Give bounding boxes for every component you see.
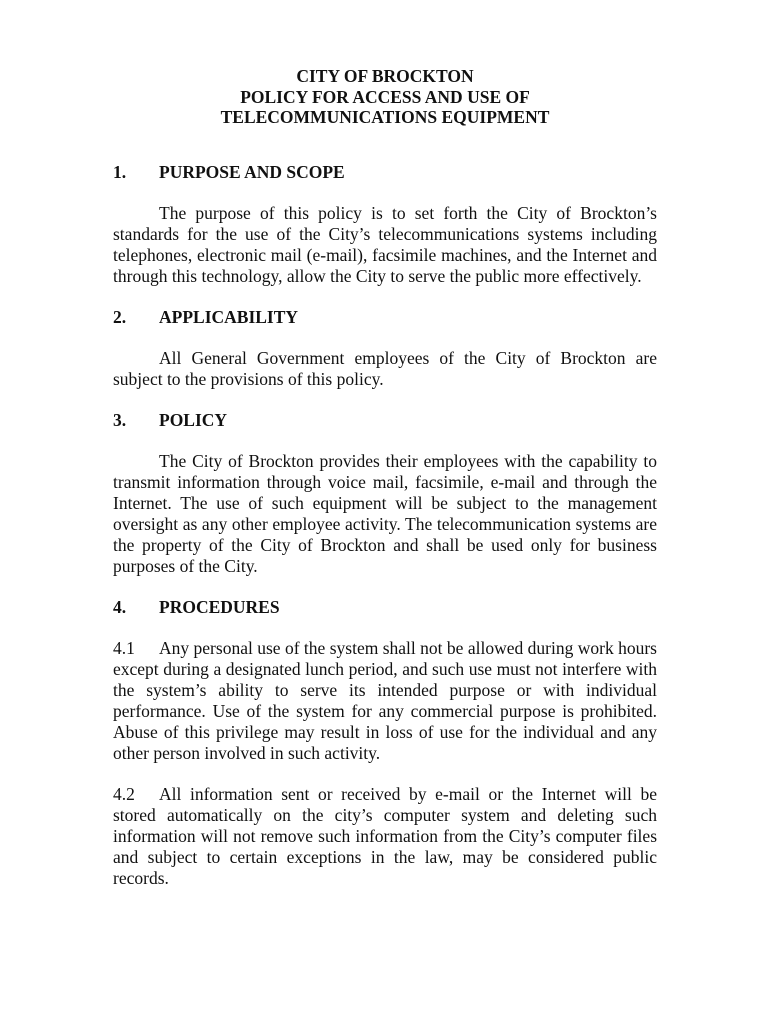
section-number: 1.: [113, 161, 127, 182]
section-number: 3.: [113, 409, 127, 430]
procedure-item: [113, 784, 657, 889]
section-paragraph-policy: The City of Brockton provides their employees with the capability to transmit information through voice mail, facsimile, e-mail and through the Internet. The use of such equipment will be subject to the management oversight as any other employee activity. The telecommunication systems are the property of the City of Brockton and shall be used only for business purposes of the City.: [113, 450, 657, 576]
procedure-number: 4.2: [113, 783, 135, 804]
section-paragraph-purpose: The purpose of this policy is to set forth the City of Brockton’s standards for the use of the City’s telecommunications systems including telephones, electronic mail (e-mail), facsimile machines, and the Internet and through this technology, allow the City to serve the public more effectively.: [113, 202, 657, 286]
procedure-text: All information sent or received by e-mail or the Internet will be stored automatically on the city’s computer system and deleting such information will not remove such information from the City’s computer files and subject to certain exceptions in the law, may be considered public records.: [113, 783, 657, 888]
document-page: [113, 66, 657, 889]
procedure-text: Any personal use of the system shall not be allowed during work hours except during a designated lunch period, and such use must not interfere with the system’s ability to serve its intended purpose or with individual performance. Use of the system for any commercial purpose is prohibited. Abuse of this privilege may result in loss of use for the individual and any other person involved in such activity.: [113, 637, 657, 763]
document-title: [113, 66, 657, 128]
section-paragraph-applicability: All General Government employees of the City of Brockton are subject to the provisions of this policy.: [113, 347, 657, 389]
section-title: POLICY: [159, 409, 228, 430]
title-line-3: TELECOMMUNICATIONS EQUIPMENT: [220, 107, 550, 127]
section-title: PURPOSE AND SCOPE: [159, 161, 345, 182]
section-heading-policy: [113, 410, 657, 431]
section-heading-applicability: [113, 307, 657, 328]
section-heading-purpose: [113, 162, 657, 183]
section-title: APPLICABILITY: [159, 306, 299, 327]
section-number: 2.: [113, 306, 127, 327]
section-number: 4.: [113, 596, 127, 617]
section-heading-procedures: [113, 597, 657, 618]
section-title: PROCEDURES: [159, 596, 280, 617]
procedure-item: [113, 638, 657, 764]
title-line-1: CITY OF BROCKTON: [296, 66, 474, 86]
title-line-2: POLICY FOR ACCESS AND USE OF: [240, 86, 530, 107]
procedure-number: 4.1: [113, 637, 135, 658]
